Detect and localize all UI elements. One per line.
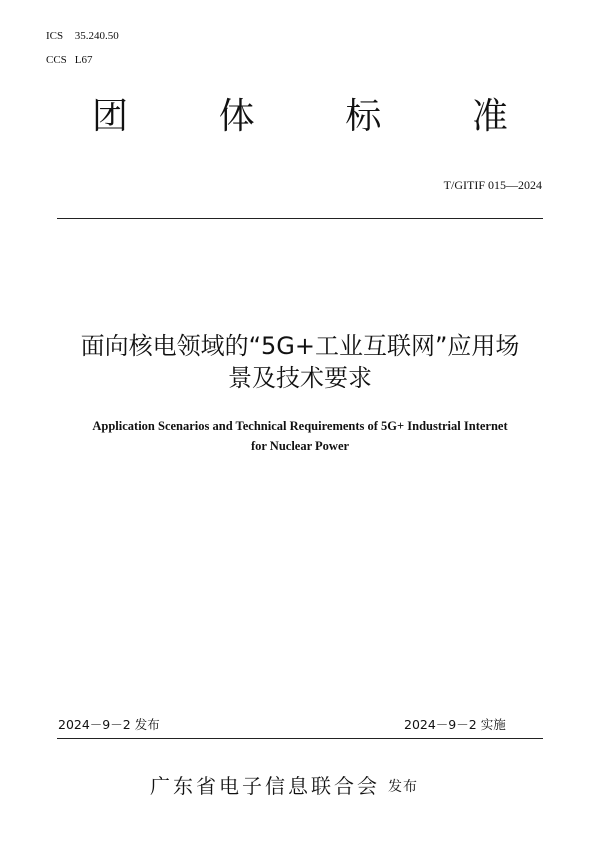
publish-date: 2024－9－2 发布 xyxy=(58,717,160,732)
chinese-title-line: 面向核电领域的“5G+工业互联网”应用场 xyxy=(80,332,520,360)
standard-type-char: 标 xyxy=(345,96,382,137)
standard-type-char: 体 xyxy=(218,96,255,137)
english-title xyxy=(40,416,560,456)
implement-date: 2024－9－2 实施 xyxy=(404,717,506,732)
standard-code: T/GITIF 015—2024 xyxy=(443,178,542,192)
ics-value: 35.240.50 xyxy=(74,30,119,42)
standard-type-heading xyxy=(60,88,540,139)
top-divider xyxy=(57,218,543,219)
publisher-suffix: 发布 xyxy=(388,779,418,795)
publisher xyxy=(150,770,418,799)
standard-type-char: 团 xyxy=(92,96,129,137)
english-title-line: for Nuclear Power xyxy=(250,439,350,453)
bottom-divider xyxy=(57,738,543,739)
standard-type-char: 准 xyxy=(471,96,508,137)
english-title-line: Application Scenarios and Technical Requirements of 5G+ Industrial Internet xyxy=(92,419,508,433)
ccs-label: CCS xyxy=(46,54,67,66)
ics-label: ICS xyxy=(46,30,64,42)
ccs-classification xyxy=(46,54,92,66)
publisher-name: 广东省电子信息联合会 xyxy=(150,774,380,798)
ccs-value: L67 xyxy=(74,54,93,66)
ics-classification xyxy=(46,30,119,42)
chinese-title-line: 景及技术要求 xyxy=(228,364,372,392)
chinese-title xyxy=(40,330,560,394)
